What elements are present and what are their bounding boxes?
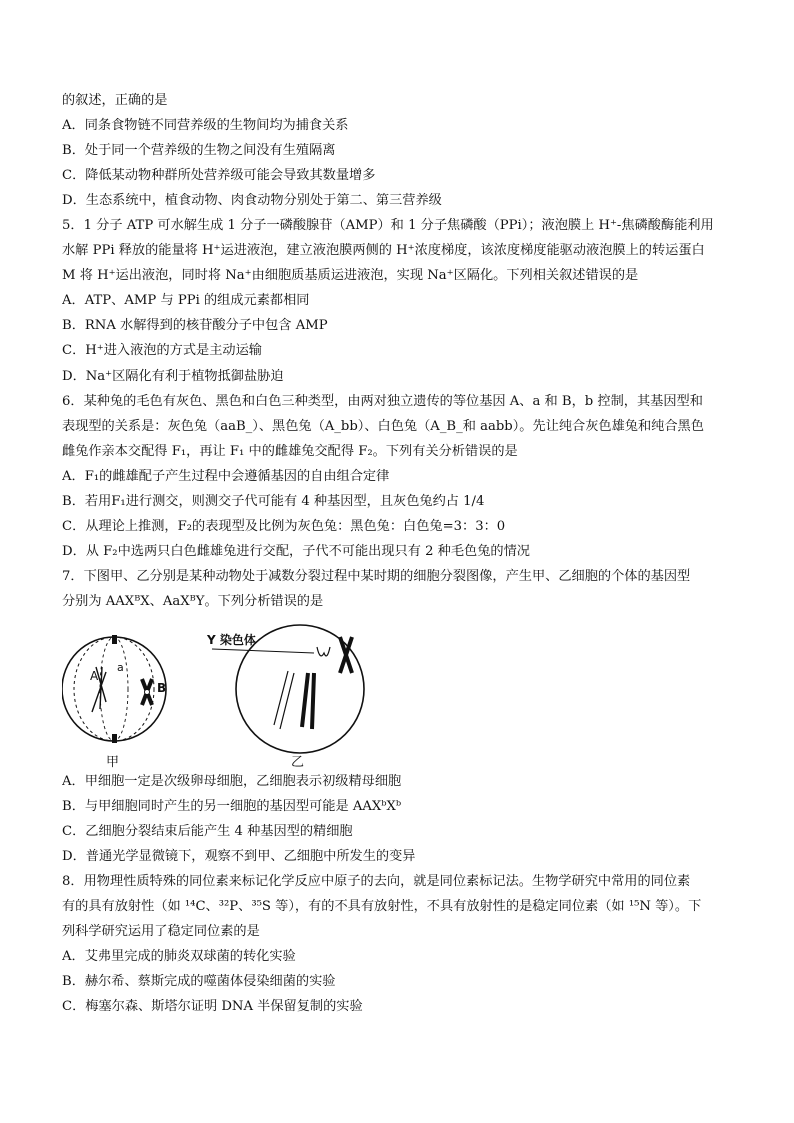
q4-stem-end: 的叙述，正确的是	[62, 93, 168, 108]
q6-option-a: A．F₁的雌雄配子产生过程中会遵循基因的自由组合定律	[62, 468, 390, 484]
q5-option-c: C．H⁺进入液泡的方式是主动运输	[62, 343, 262, 359]
q4-option-d: D．生态系统中，植食动物、肉食动物分别处于第二、第三营养级	[62, 193, 442, 209]
q8-option-b: B．赫尔希、蔡斯完成的噬菌体侵染细菌的实验	[62, 974, 336, 990]
q7-stem-line-1: 7．下图甲、乙分别是某种动物处于减数分裂过程中某时期的细胞分裂图像，产生甲、乙细胞的个体的基因型	[62, 568, 691, 584]
q4-option-c: C．降低某动物种群所处营养级可能会导致其数量增多	[62, 168, 376, 184]
cell-division-figure	[62, 617, 734, 769]
q4-option-b: B．处于同一个营养级的生物之间没有生殖隔离	[62, 143, 336, 159]
q7-option-c: C．乙细胞分裂结束后能产生 4 种基因型的精细胞	[62, 824, 353, 840]
q8-option-a: A．艾弗里完成的肺炎双球菌的转化实验	[62, 949, 296, 965]
q7-option-a: A．甲细胞一定是次级卵母细胞，乙细胞表示初级精母细胞	[62, 773, 402, 789]
q8-stem-line-1: 8．用物理性质特殊的同位素来标记化学反应中原子的去向，就是同位素标记法。生物学研究中常用的同位素	[62, 874, 691, 890]
caption-yi: 乙	[291, 754, 305, 770]
caption-jia: 甲	[106, 754, 120, 770]
q8-option-c: C．梅塞尔森、斯塔尔证明 DNA 半保留复制的实验	[62, 999, 363, 1015]
q5-stem-line-2: 水解 PPi 释放的能量将 H⁺运进液泡，建立液泡膜两侧的 H⁺浓度梯度，该浓度梯度能驱动液泡膜上的转运蛋白	[62, 243, 705, 259]
q5-option-b: B．RNA 水解得到的核苷酸分子中包含 AMP	[62, 318, 328, 334]
q5-option-d: D．Na⁺区隔化有利于植物抵御盐胁迫	[62, 368, 284, 384]
y-chromosome-label: Y 染色体	[207, 632, 256, 647]
cell-jia	[62, 635, 166, 743]
q7-option-d: D．普通光学显微镜下，观察不到甲、乙细胞中所发生的变异	[62, 849, 416, 865]
q5-stem-line-3: M 将 H⁺运出液泡，同时将 Na⁺由细胞质基质运进液泡，实现 Na⁺区隔化。下列相关叙述错误的是	[62, 268, 639, 284]
q7-option-b: B．与甲细胞同时产生的另一细胞的基因型可能是 AAXᵇXᵇ	[62, 799, 402, 815]
q6-stem-line-2: 表现型的关系是：灰色兔（aaB_）、黑色兔（A_bb）、白色兔（A_B_和 aabb）。先让纯合灰色雄兔和纯合黑色	[62, 418, 704, 434]
q6-option-d: D．从 F₂中选两只白色雌雄兔进行交配，子代不可能出现只有 2 种毛色兔的情况	[62, 543, 530, 559]
q8-stem-line-3: 列科学研究运用了稳定同位素的是	[62, 924, 260, 940]
q5-stem-line-1: 5．1 分子 ATP 可水解生成 1 分子一磷酸腺苷（AMP）和 1 分子焦磷酸（PPi）；液泡膜上 H⁺-焦磷酸酶能利用	[62, 218, 714, 234]
q6-option-b: B．若用F₁进行测交，则测交子代可能有 4 种基因型，且灰色兔约占 1/4	[62, 493, 485, 509]
q6-stem-line-1: 6．某种兔的毛色有灰色、黑色和白色三种类型，由两对独立遗传的等位基因 A、a 和 B，b 控制，其基因型和	[62, 393, 703, 409]
gene-label-a-lower: a	[117, 660, 124, 674]
q7-stem-line-2: 分别为 AAXᴮX、AaXᴮY。下列分析错误的是	[62, 593, 324, 609]
q4-option-a: A．同条食物链不同营养级的生物间均为捕食关系	[62, 118, 349, 134]
q8-stem-line-2: 有的具有放射性（如 ¹⁴C、³²P、³⁵S 等），有的不具有放射性，不具有放射性的是稳定同位素（如 ¹⁵N 等）。下	[62, 899, 702, 915]
q6-option-c: C．从理论上推测，F₂的表现型及比例为灰色兔：黑色兔：白色兔=3：3：0	[62, 518, 506, 534]
exam-page	[62, 88, 734, 1019]
gene-label-b: B	[157, 680, 167, 695]
gene-label-a-upper: A	[90, 668, 99, 683]
q6-stem-line-3: 雌兔作亲本交配得 F₁，再让 F₁ 中的雌雄兔交配得 F₂。下列有关分析错误的是	[62, 443, 518, 459]
q5-option-a: A．ATP、AMP 与 PPi 的组成元素都相同	[62, 293, 310, 309]
